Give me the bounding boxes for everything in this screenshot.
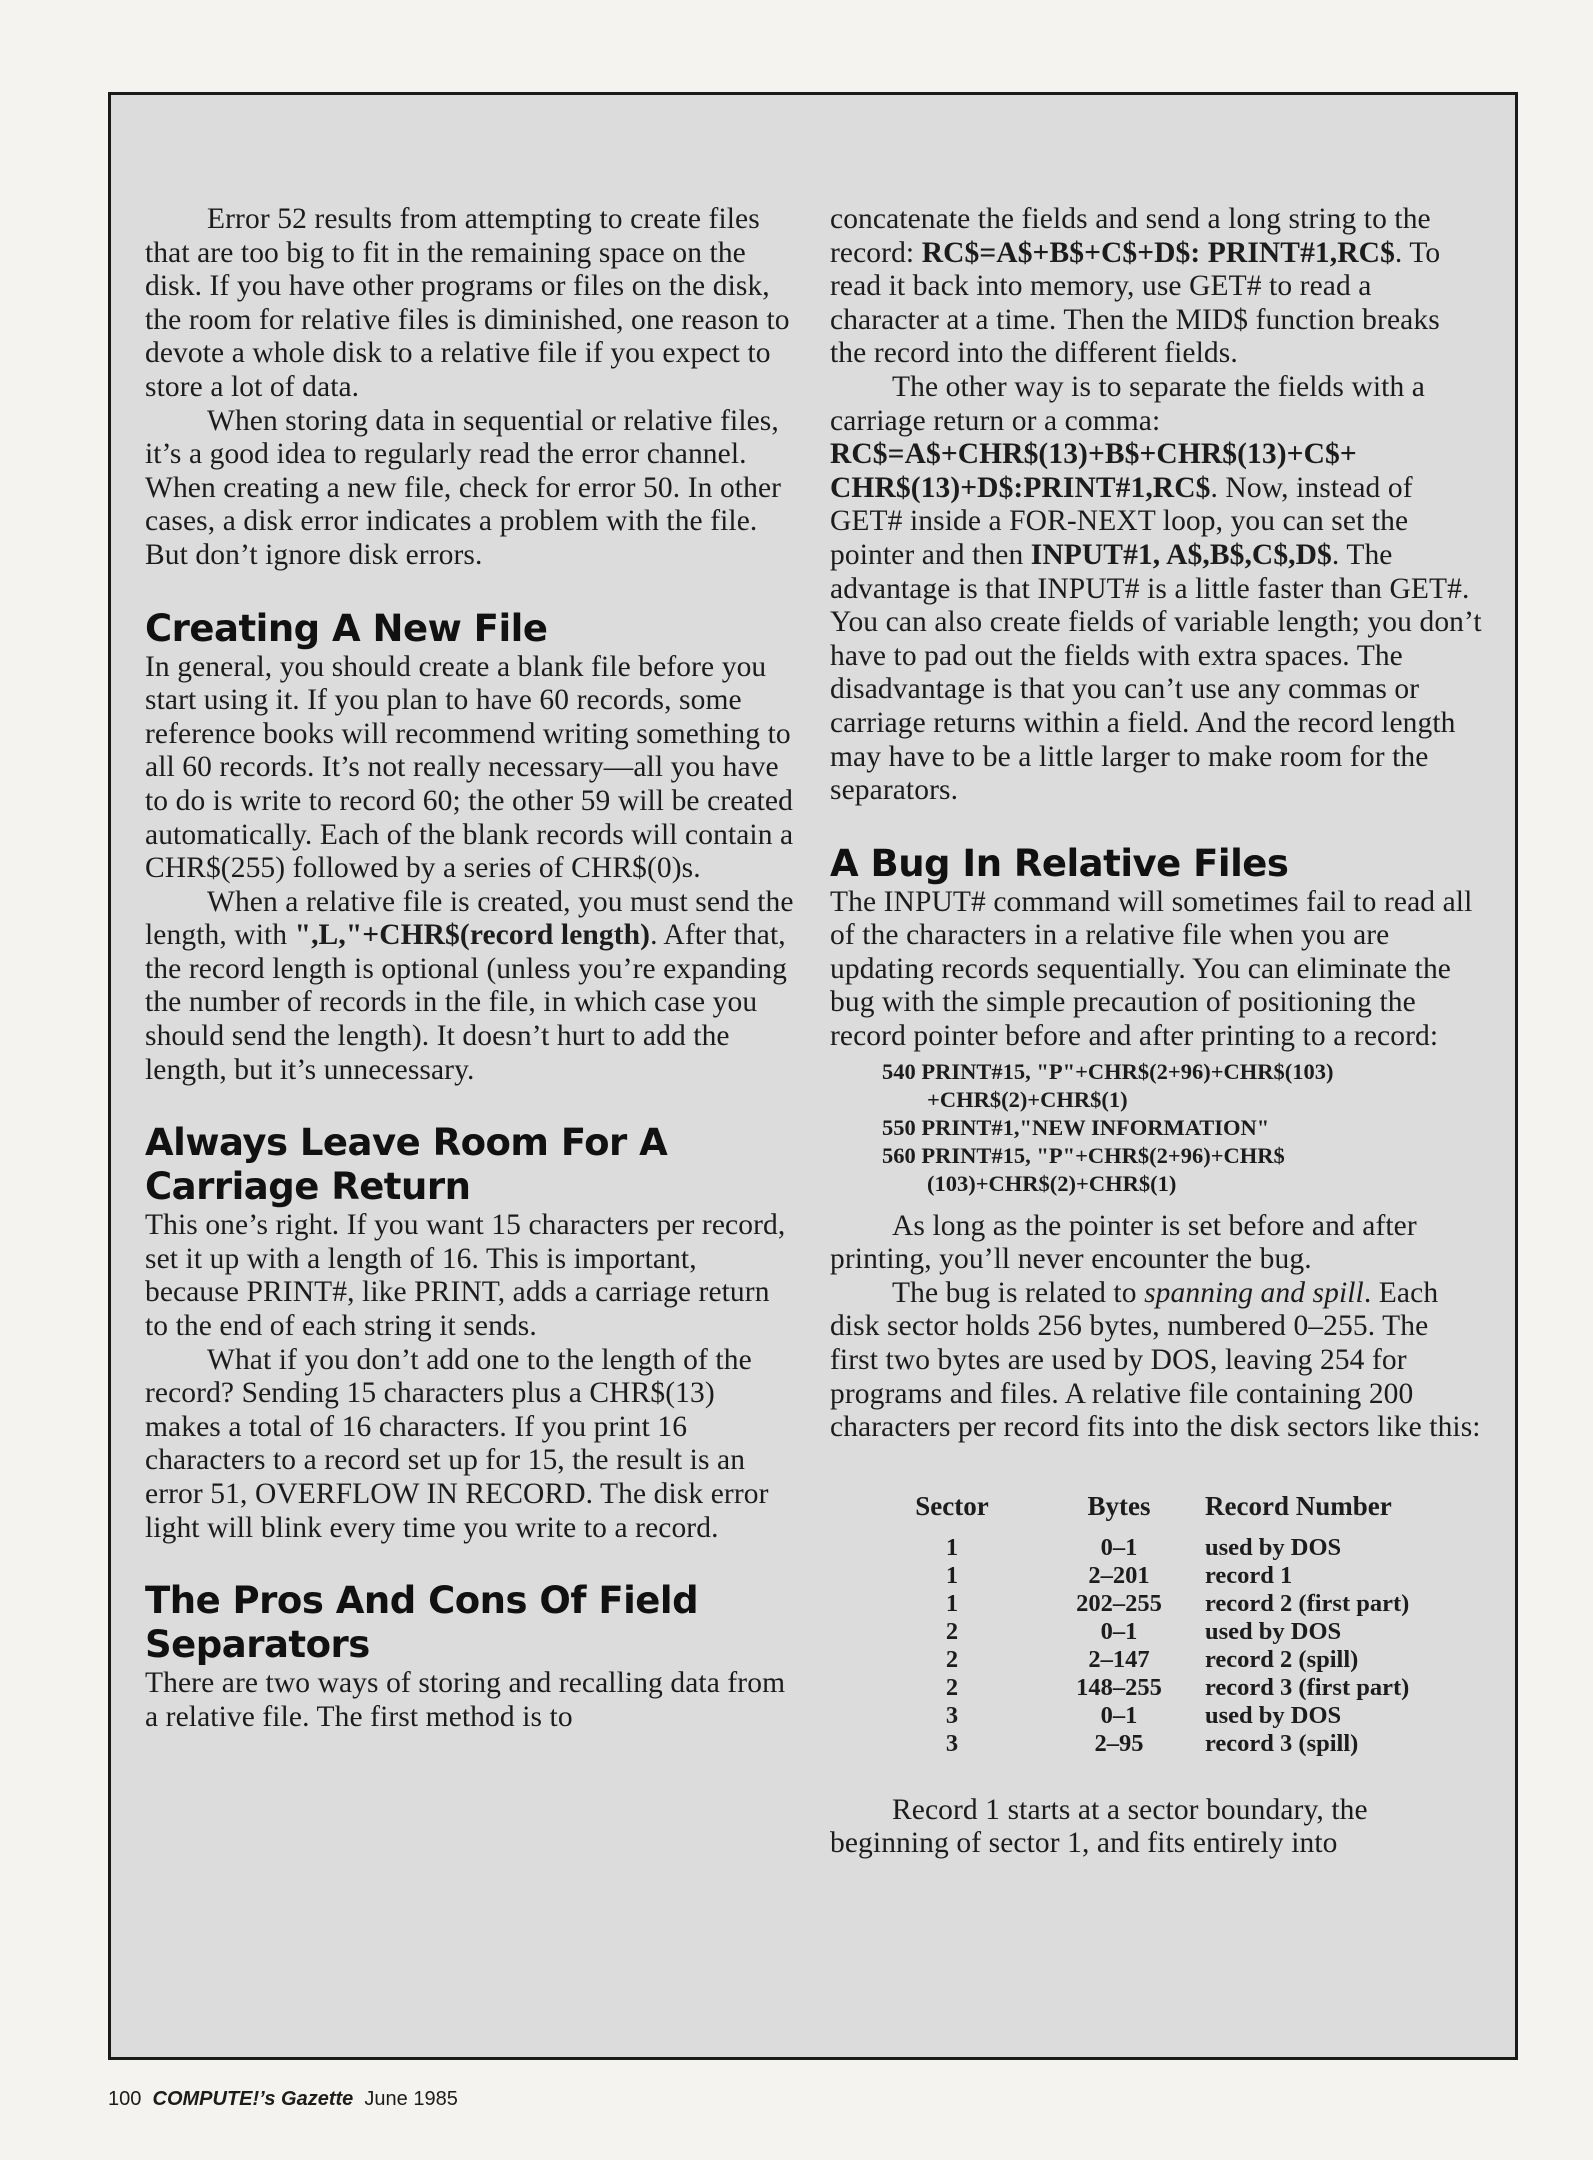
paragraph: This one’s right. If you want 15 characters per record, set it up with a length of 16. This is important, because PRINT#, like PRINT, adds a carriage return to the end of each string it sends. [145, 1209, 786, 1343]
table-cell: 202–255 [1076, 1589, 1162, 1617]
paragraph: There are two ways of storing and recalling data from a relative file. The first method is to [145, 1667, 786, 1733]
table-cell: 1 [945, 1533, 959, 1561]
paragraph: When a relative file is created, you must send the length, with ",L,"+CHR$(record length). After that, the record length is optional (unless you’re expanding the number of records in the file, in which case you should send the length). It doesn’t hurt to add the length, but it’s unnecessary. [145, 885, 794, 1086]
code-line: (103)+CHR$(2)+CHR$(1) [927, 1170, 1177, 1196]
table-cell: 2 [945, 1617, 959, 1645]
table-cell: 2–147 [1088, 1645, 1150, 1673]
table-row [885, 1702, 1409, 1730]
section-heading: Creating A New File [145, 606, 548, 650]
paragraph: Error 52 results from attempting to create files that are too big to fit in the remaining space on the disk. If you have other programs or files on the disk, the room for relative files is diminished, one reason to devote a whole disk to a relative file if you expect to store a lot of data. [145, 203, 790, 403]
table-row [885, 1618, 1409, 1646]
paragraph: What if you don’t add one to the length of the record? Sending 15 characters plus a CHR$(13) makes a total of 16 characters. If you print 16 characters to a record set up for 15, the result is an error 51, OVERFLOW IN RECORD. The disk error light will blink every time you write to a record. [145, 1343, 769, 1544]
table-cell: 2–201 [1088, 1561, 1150, 1589]
table-cell: 2–95 [1094, 1729, 1144, 1757]
table-header-row [885, 1491, 1409, 1534]
table-cell: 148–255 [1076, 1673, 1162, 1701]
table-cell: record 2 (first part) [1205, 1589, 1410, 1617]
paragraph: When storing data in sequential or relative files, it’s a good idea to regularly read the error channel. When creating a new file, check for error 50. In other cases, a disk error indicates a problem with the file. But don’t ignore disk errors. [145, 404, 782, 571]
magazine-name: COMPUTE!’s Gazette [152, 2088, 354, 2110]
column-header: Bytes [1087, 1490, 1151, 1521]
table-cell: 1 [945, 1561, 959, 1589]
table-row [885, 1674, 1409, 1702]
table-cell: 2 [945, 1645, 959, 1673]
table-cell: used by DOS [1205, 1533, 1342, 1561]
table-cell: used by DOS [1205, 1701, 1342, 1729]
sector-table [885, 1491, 1409, 1758]
code-line: +CHR$(2)+CHR$(1) [927, 1086, 1128, 1112]
table-cell: 3 [945, 1701, 959, 1729]
code-listing [882, 1058, 1482, 1198]
paragraph: The bug is related to spanning and spill. Each disk sector holds 256 bytes, numbered 0–255. The first two bytes are used by DOS, leaving 254 for programs and files. A relative file containing 200 characters per record fits into the disk sectors like this: [830, 1276, 1481, 1444]
table-cell: record 1 [1205, 1561, 1293, 1589]
table-row [885, 1562, 1409, 1590]
code-line: 550 PRINT#1,"NEW INFORMATION" [882, 1114, 1270, 1140]
section-heading: The Pros And Cons Of Field Separators [145, 1579, 699, 1667]
table-cell: 1 [945, 1589, 959, 1617]
section-heading: Always Leave Room For A Carriage Return [145, 1121, 668, 1209]
page-number: 100 [108, 2088, 142, 2110]
paragraph: The other way is to separate the fields with a carriage return or a comma: RC$=A$+CHR$(13)+B$+CHR$(13)+C$+ CHR$(13)+D$:PRINT#1,RC$. Now, instead of GET# inside a FOR-NEXT loop, you can set the pointer and then INPUT#1, A$,B$,C$,D$. The advantage is that INPUT# is a little faster than GET#. You can also create fields of variable length; you don’t have to pad out the fields with extra spaces. The disadvantage is that you can’t use any commas or carriage returns within a field. And the record length may have to be a little larger to make room for the separators. [830, 370, 1482, 807]
column-header: Sector [915, 1490, 989, 1521]
code-line: 560 PRINT#15, "P"+CHR$(2+96)+CHR$ [882, 1142, 1285, 1168]
table-cell: record 3 (first part) [1205, 1673, 1410, 1701]
paragraph: In general, you should create a blank file before you start using it. If you plan to have 60 records, some reference books will recommend writing something to all 60 records. It’s not really necessary—all you have to do is write to record 60; the other 59 will be created automatically. Each of the blank records will contain a CHR$(255) followed by a series of CHR$(0)s. [145, 650, 794, 885]
table-cell: 3 [945, 1729, 959, 1757]
table-cell: 0–1 [1100, 1617, 1138, 1645]
code-line: 540 PRINT#15, "P"+CHR$(2+96)+CHR$(103) [882, 1058, 1334, 1084]
table-row [885, 1534, 1409, 1562]
right-column [830, 203, 1482, 1861]
paragraph: Record 1 starts at a sector boundary, the beginning of sector 1, and fits entirely into [830, 1793, 1368, 1860]
table-cell: 2 [945, 1673, 959, 1701]
paragraph: As long as the pointer is set before and after printing, you’ll never encounter the bug. [830, 1209, 1417, 1276]
table-row [885, 1646, 1409, 1674]
issue-date: June 1985 [364, 2088, 458, 2110]
section-heading: A Bug In Relative Files [830, 841, 1289, 885]
paragraph: concatenate the fields and send a long string to the record: RC$=A$+B$+C$+D$: PRINT#1,RC$. To read it back into memory, use GET# to read a character at a time. Then the MID$ function breaks the record into the different fields. [830, 203, 1441, 370]
paragraph: The INPUT# command will sometimes fail to read all of the characters in a relative file when you are updating records sequentially. You can eliminate the bug with the simple precaution of positioning the record pointer before and after printing to a record: [830, 885, 1473, 1053]
table-cell: 0–1 [1100, 1701, 1138, 1729]
table-cell: used by DOS [1205, 1617, 1342, 1645]
table-cell: record 2 (spill) [1205, 1645, 1359, 1673]
left-column [145, 203, 797, 1734]
table-row [885, 1730, 1409, 1758]
page-footer [108, 2088, 458, 2111]
table-row [885, 1590, 1409, 1618]
table-cell: 0–1 [1100, 1533, 1138, 1561]
column-header: Record Number [1205, 1490, 1392, 1521]
table-cell: record 3 (spill) [1205, 1729, 1359, 1757]
